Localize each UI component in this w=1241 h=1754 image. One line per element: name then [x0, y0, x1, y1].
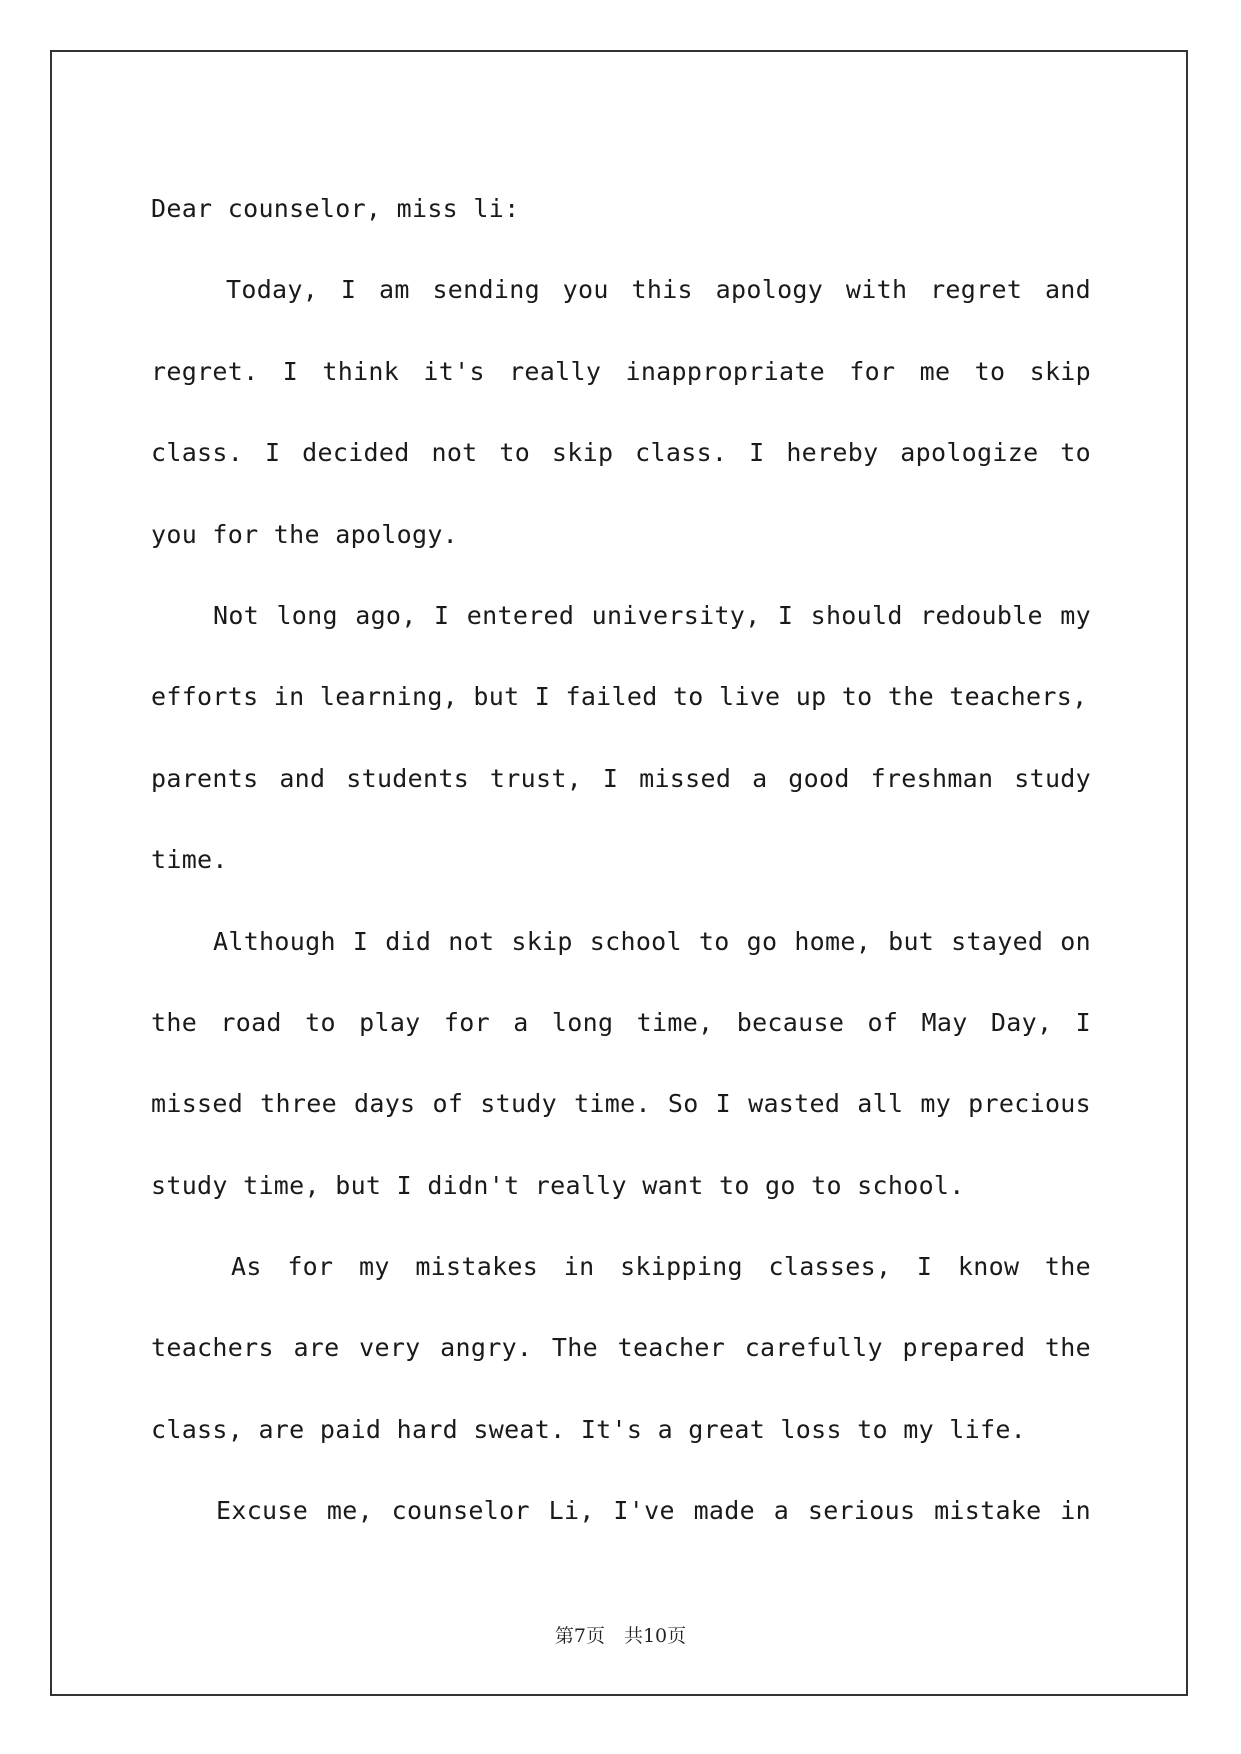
paragraph-1-line-3: class. I decided not to skip class. I hereby apologize to — [151, 438, 1091, 468]
paragraph-2-line-3: parents and students trust, I missed a good freshman study — [151, 763, 1091, 793]
page-number-footer: 第7页 共10页 — [554, 1625, 687, 1647]
paragraph-2-line-1: Not long ago, I entered university, I should redouble my — [213, 600, 1091, 630]
paragraph-3-line-4: study time, but I didn't really want to go to school. — [151, 1170, 965, 1200]
paragraph-4-line-2: teachers are very angry. The teacher carefully prepared the — [151, 1333, 1091, 1363]
paragraph-5-line-1: Excuse me, counselor Li, I've made a serious mistake in — [216, 1496, 1091, 1526]
paragraph-2-line-2: efforts in learning, but I failed to live up to the teachers, — [151, 682, 1088, 712]
paragraph-3-line-2: the road to play for a long time, because of May Day, I — [151, 1007, 1091, 1037]
salutation: Dear counselor, miss li: — [151, 194, 520, 223]
paragraph-4-line-1: As for my mistakes in skipping classes, I know the — [231, 1252, 1091, 1282]
paragraph-3-line-1: Although I did not skip school to go home, but stayed on — [213, 926, 1091, 956]
paragraph-2-line-4: time. — [151, 845, 228, 875]
paragraph-1-line-4: you for the apology. — [151, 519, 459, 549]
paragraph-1-line-1: Today, I am sending you this apology with regret and — [226, 275, 1091, 305]
letter-body — [151, 168, 1091, 1552]
paragraph-1-line-2: regret. I think it's really inappropriate for me to skip — [151, 356, 1091, 386]
paragraph-4-line-3: class, are paid hard sweat. It's a great loss to my life. — [151, 1414, 1027, 1444]
paragraph-3-line-3: missed three days of study time. So I wasted all my precious — [151, 1089, 1091, 1119]
